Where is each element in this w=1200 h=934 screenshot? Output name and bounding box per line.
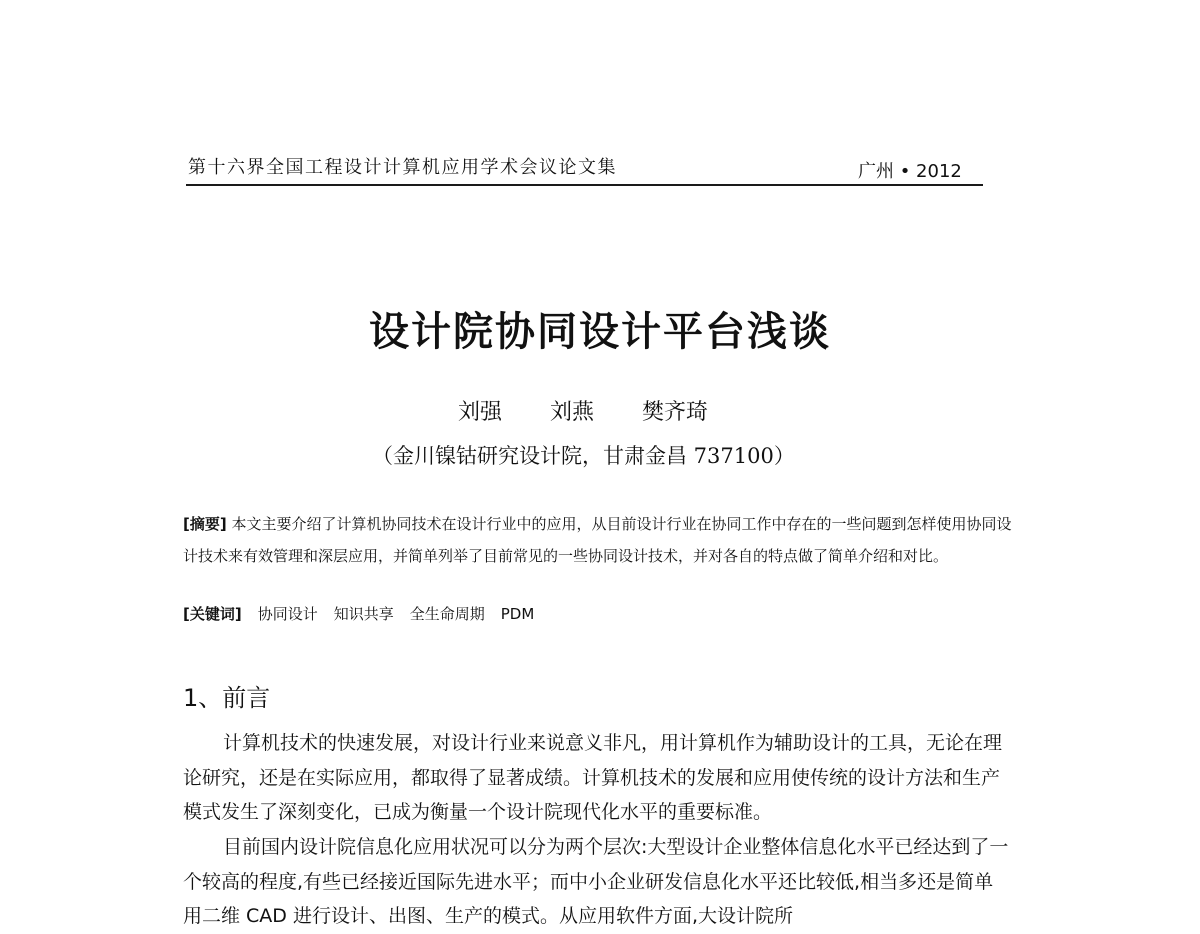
- abstract-label: [摘要]: [183, 515, 227, 533]
- keyword: 全生命周期: [409, 605, 485, 623]
- keyword: 协同设计: [257, 605, 318, 623]
- affiliation: （金川镍钴研究设计院，甘肃金昌 737100）: [372, 444, 795, 468]
- running-header-title: 第十六界全国工程设计计算机应用学术会议论文集: [188, 157, 617, 178]
- abstract-text: 本文主要介绍了计算机协同技术在设计行业中的应用，从目前设计行业在协同工作中存在的一些问题到怎样使用协同设计技术来有效管理和深层应用，并简单列举了目前常见的一些协同设计技术，并对各自的特点做了简单介绍和对比。: [183, 515, 1012, 565]
- author-name: 刘强: [458, 400, 503, 425]
- body-paragraph: 目前国内设计院信息化应用状况可以分为两个层次:大型设计企业整体信息化水平已经达到了一个较高的程度,有些已经接近国际先进水平；而中小企业研发信息化水平还比较低,相当多还是简单用二维 CAD 进行设计、出图、生产的模式。从应用软件方面,大设计院所: [183, 836, 1009, 927]
- header-rule: [186, 184, 983, 186]
- author-name: 刘燕: [550, 400, 595, 425]
- running-header-location-year: 广州 • 2012: [858, 161, 962, 182]
- author-list: [458, 395, 708, 426]
- paper-title: 设计院协同设计平台浅谈: [369, 309, 831, 355]
- keywords: [183, 603, 550, 624]
- keyword: PDM: [500, 605, 535, 623]
- abstract: [183, 508, 1015, 572]
- body-paragraph: 计算机技术的快速发展，对设计行业来说意义非凡，用计算机作为辅助设计的工具，无论在理论研究，还是在实际应用，都取得了显著成绩。计算机技术的发展和应用使传统的设计方法和生产模式发生了深刻变化，已成为衡量一个设计院现代化水平的重要标准。: [183, 732, 1003, 823]
- section-heading: 1、前言: [183, 684, 271, 712]
- keywords-label: [关键词]: [183, 605, 242, 623]
- author-name: 樊齐琦: [642, 400, 709, 425]
- keyword: 知识共享: [333, 605, 394, 623]
